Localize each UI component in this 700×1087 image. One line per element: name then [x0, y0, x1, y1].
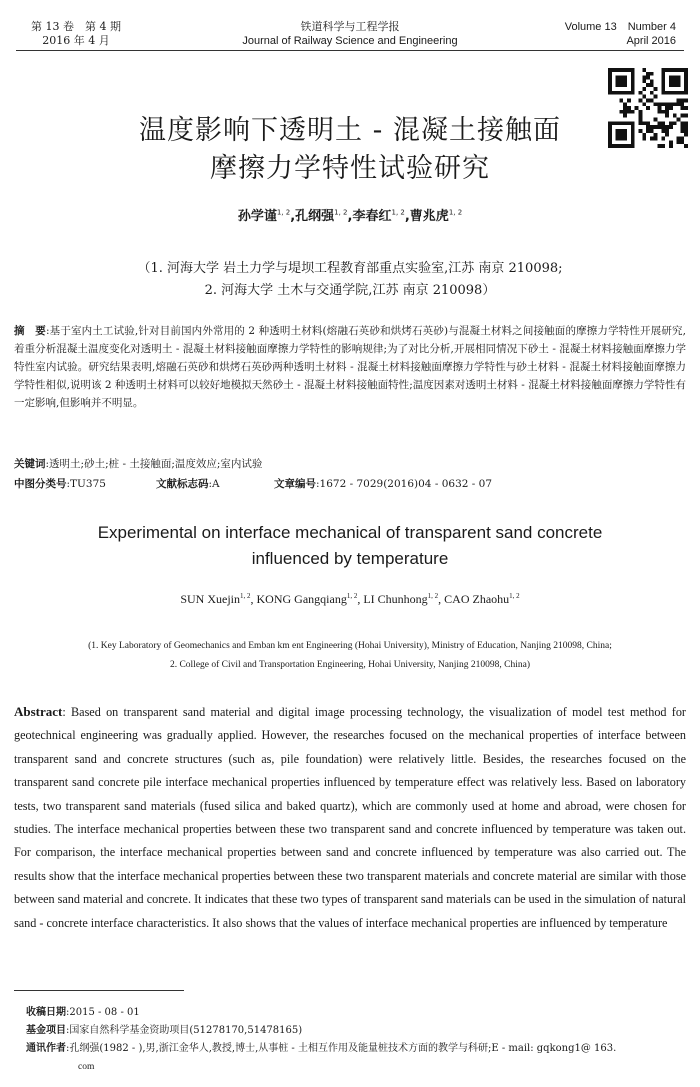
affiliations-cn — [60, 258, 640, 302]
journal-name-cn: 铁道科学与工程学报 — [300, 21, 400, 33]
doc-label: 文献标志码 — [156, 478, 209, 490]
doc-value: :A — [208, 478, 220, 490]
title-cn — [100, 112, 600, 188]
clc-value: :TU375 — [66, 478, 106, 490]
art-value: :1672 - 7029(2016)04 - 0632 - 07 — [316, 478, 493, 490]
header-rule — [16, 50, 684, 51]
author-en: KONG Gangqiang — [256, 592, 347, 606]
abstract-cn-label: 摘 要 — [14, 325, 46, 337]
clc-label: 中图分类号 — [14, 478, 67, 490]
author-cn-affil: 1, 2 — [448, 208, 463, 217]
author-cn: 孙学谨 — [237, 209, 277, 224]
affiliation-en-2: 2. College of Civil and Transportation Engineering, Hohai University, Nanjing 210098, China) — [169, 660, 531, 670]
author-en-affil: 1, 2 — [346, 592, 358, 600]
header-right — [536, 20, 676, 48]
author-en-sep: , — [250, 592, 257, 606]
author-en-sep: , — [357, 592, 364, 606]
abstract-cn — [14, 322, 686, 412]
author-en: LI Chunhong — [363, 592, 428, 606]
title-cn-line2: 摩擦力学特性试验研究 — [210, 153, 490, 184]
title-cn-line1: 温度影响下透明土 - 混凝土接触面 — [139, 115, 561, 146]
author-cn: 曹兆虎 — [409, 209, 449, 224]
authors-en — [60, 592, 640, 607]
keywords-cn-label: 关键词 — [14, 458, 46, 470]
keywords-cn — [14, 455, 686, 473]
footnote-rule — [14, 990, 184, 991]
corresponding-label: 通讯作者 — [26, 1043, 66, 1054]
received-value: :2015 - 08 - 01 — [66, 1007, 140, 1018]
fund-label: 基金项目 — [26, 1025, 66, 1036]
received-label: 收稿日期 — [26, 1007, 66, 1018]
article-number — [274, 475, 492, 493]
authors-cn — [100, 205, 600, 224]
author-en: CAO Zhaohu — [444, 592, 510, 606]
author-cn: 李春红 — [352, 209, 392, 224]
affiliation-cn-2: 2. 河海大学 土木与交通学院,江苏 南京 210098） — [204, 283, 496, 298]
fund-value: :国家自然科学基金资助项目(51278170,51478165) — [66, 1025, 303, 1036]
header-left — [16, 20, 136, 48]
abstract-cn-text: :基于室内土工试验,针对目前国内外常用的 2 种透明土材料(熔融石英砂和烘烤石英砂)与混凝土材料之间接触面的摩擦力学特性开展研究,着重分析混凝土温度变化对透明土 - 混凝土材料接触面摩擦力学特性的影响规律;为了对比分析,开展相同情况下砂土 - 混凝土材料接触面摩擦力学特性室内试验。研究结果表明,熔融石英砂和烘烤石英砂两种透明土材料 - 混凝土材料接触面摩擦力学特性与砂土材料 - 混凝土材料接触面摩擦力学特性相似,说明该 2 种透明土材料可以较好地模拟天然砂土 - 混凝土材料接触面特性;温度因素对透明土材料 - 混凝土材料接触面摩擦力学特性有一定影响,但影响并不明显。 — [14, 325, 686, 409]
qr-code-icon — [608, 68, 688, 148]
affiliation-en-1: (1. Key Laboratory of Geomechanics and Emban km ent Engineering (Hohai University), Ministry of Education, Nanjing 210098, China; — [88, 641, 612, 651]
abstract-en — [14, 700, 686, 935]
doc-code — [156, 475, 274, 493]
page-header — [0, 0, 700, 56]
keywords-cn-text: :透明土;砂土;桩 - 土接触面;温度效应;室内试验 — [45, 458, 263, 470]
corresponding-value: :孔纲强(1982 - ),男,浙江金华人,教授,博士,从事桩 - 土相互作用及能量桩技术方面的教学与科研;E - mail: gqkong1@ 163. — [66, 1043, 617, 1054]
art-label: 文章编号 — [274, 478, 316, 490]
author-en-affil: 1, 2 — [427, 592, 439, 600]
affiliations-en — [20, 637, 680, 675]
footnote-received — [26, 1004, 688, 1022]
affiliation-cn-1: （1. 河海大学 岩土力学与堤坝工程教育部重点实验室,江苏 南京 210098; — [137, 261, 563, 276]
abstract-en-text: : Based on transparent sand material and digital image processing technology, the visualization of model test method for geotechnical engineering was gradually applied. However, the researches focused on the mechanical properties of interface between transparent sand and concrete structures (such as, pile foundation) were relatively little. Besides, the researches focused on the transparent sand concrete pile interface mechanical properties influenced by temperature effect was relatively less. Based on laboratory tests, two transparent sand materials (fused silica and baked quartz), which are commonly used at home and abroad, were chosen for studies. The interface mechanical properties between these two transparent sand and concrete influenced by temperature was taken out. For comparison, the interface mechanical properties between sand and concrete influenced by temperature was also carried out. The results show that the interface mechanical properties between these two transparent materials and concrete material are similar with those between sand material and concrete. It indicates that these two types of transparent sand materials can be used in the simulation of natural sand - concrete interface characteristics. It also shows that the values of interface mechanical properties are influenced by temperature — [14, 705, 686, 930]
volume-en: Volume 13 Number 4 — [564, 21, 676, 33]
volume-cn: 第 13 卷 第 4 期 — [31, 20, 121, 33]
author-cn-sep: , — [290, 209, 296, 224]
author-cn-sep: , — [347, 209, 353, 224]
title-en — [60, 520, 640, 572]
author-cn-sep: , — [404, 209, 410, 224]
author-cn-affil: 1, 2 — [334, 208, 348, 217]
footnote-author — [26, 1040, 688, 1076]
title-en-line1: Experimental on interface mechanical of transparent sand concrete — [97, 523, 603, 542]
journal-name-en: Journal of Railway Science and Engineering — [242, 35, 458, 47]
footnotes — [26, 1004, 688, 1076]
author-cn-affil: 1, 2 — [391, 208, 405, 217]
title-en-line2: influenced by temperature — [251, 549, 449, 568]
footnote-fund — [26, 1022, 688, 1040]
author-cn: 孔纲强 — [295, 209, 335, 224]
date-cn: 2016 年 4 月 — [42, 34, 110, 47]
header-center — [200, 20, 500, 48]
author-en-affil: 1, 2 — [509, 592, 520, 600]
author-en-sep: , — [438, 592, 445, 606]
classification-line — [14, 475, 686, 493]
author-en: SUN Xuejin — [180, 592, 240, 606]
abstract-en-label: Abstract — [14, 704, 63, 719]
clc-code — [14, 475, 156, 493]
author-cn-affil: 1, 2 — [276, 208, 291, 217]
corresponding-value-cont: com — [78, 1062, 95, 1072]
date-en: April 2016 — [626, 35, 676, 47]
author-en-affil: 1, 2 — [240, 592, 251, 600]
